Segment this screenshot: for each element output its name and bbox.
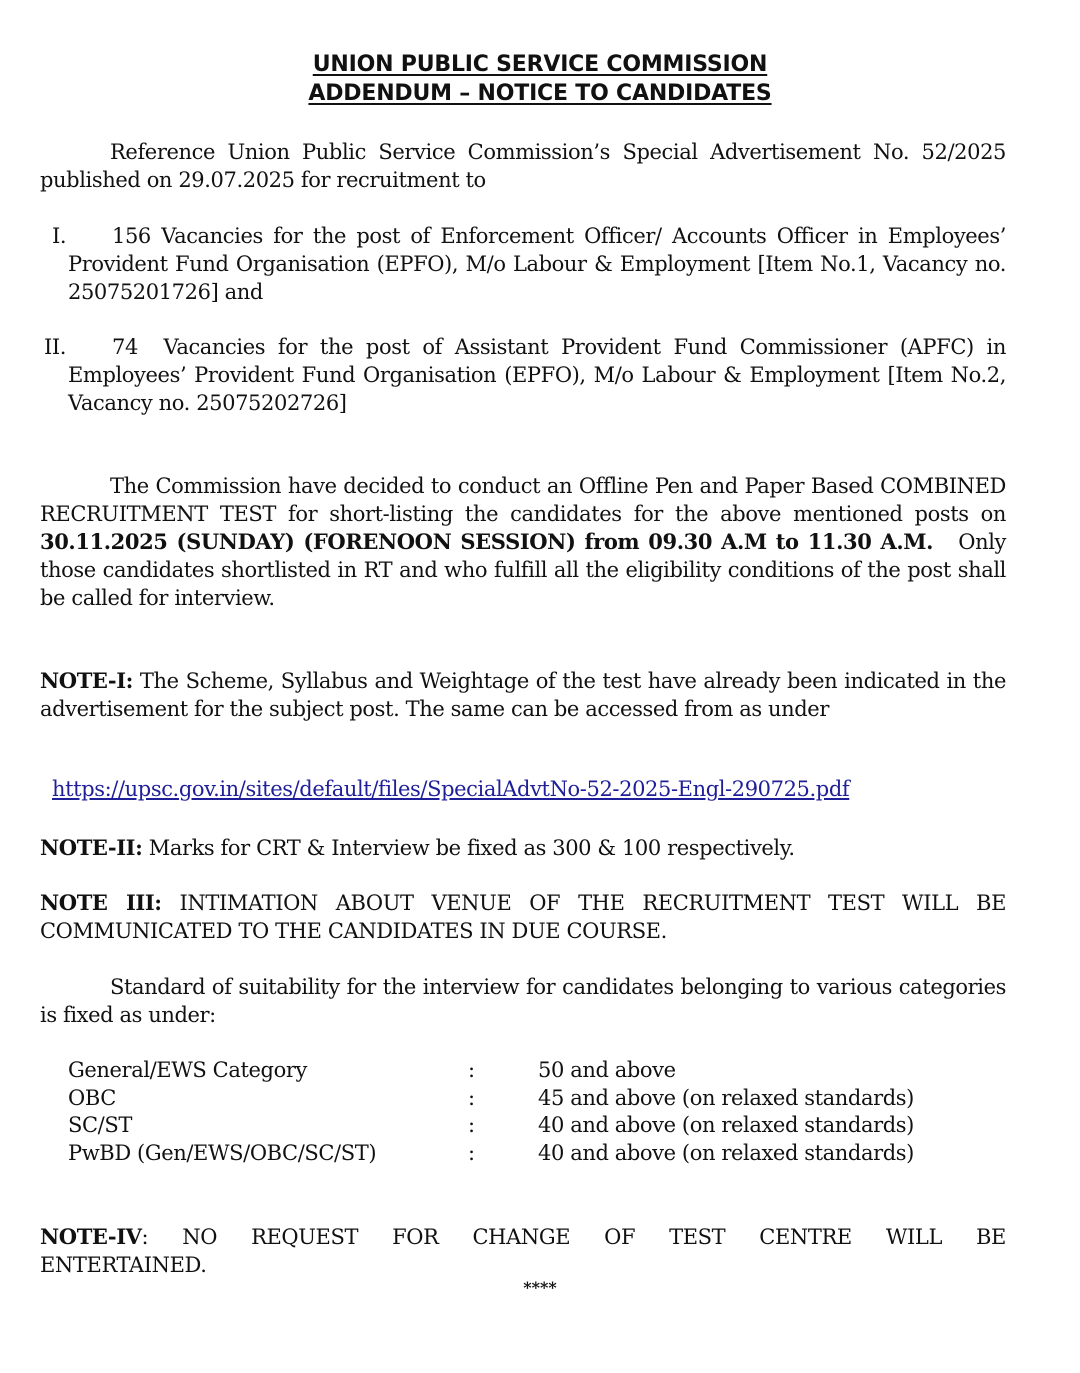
note-2	[40, 834, 1006, 862]
note-1	[40, 667, 1006, 723]
title-line-1: UNION PUBLIC SERVICE COMMISSION	[312, 52, 768, 77]
note-3-label: NOTE III:	[40, 890, 162, 915]
commission-paragraph	[40, 472, 1006, 612]
list-item-count: 74	[112, 335, 138, 359]
category-value: 40 and above (on relaxed standards)	[538, 1141, 914, 1165]
note-4-text: NO REQUEST FOR CHANGE OF TEST CENTRE WILL BE ENTERTAINED.	[40, 1225, 1006, 1277]
list-item	[40, 333, 1006, 417]
category-value: 40 and above (on relaxed standards)	[538, 1113, 914, 1137]
list-item	[40, 222, 1006, 306]
end-marker: ****	[523, 1278, 557, 1297]
note-2-label: NOTE-II:	[40, 835, 143, 860]
commission-text-after: Only those candidates shortlisted in RT and who fulfill all the eligibility conditions of the post shall be called for interview.	[40, 530, 1006, 610]
category-separator: :	[468, 1058, 475, 1082]
standards-intro	[40, 973, 1006, 1029]
list-item-number: I.	[52, 224, 67, 248]
category-name: PwBD (Gen/EWS/OBC/SC/ST)	[68, 1141, 377, 1165]
list-item-count: 156	[112, 224, 151, 248]
note-4-colon: :	[141, 1225, 149, 1249]
category-value: 50 and above	[538, 1058, 676, 1082]
category-separator: :	[468, 1141, 475, 1165]
category-value: 45 and above (on relaxed standards)	[538, 1086, 914, 1110]
note-3-text: INTIMATION ABOUT VENUE OF THE RECRUITMENT TEST WILL BE COMMUNICATED TO THE CANDIDATES IN DUE COURSE.	[40, 891, 1007, 943]
category-name: OBC	[68, 1086, 116, 1110]
category-name: SC/ST	[68, 1113, 132, 1137]
note-1-label: NOTE-I:	[40, 668, 134, 693]
list-item-text: Vacancies for the post of Enforcement Officer/ Accounts Officer in Employees’ Provident Fund Organisation (EPFO), M/o Labour & Employment [Item No.1, Vacancy no. 25075201726] and	[68, 224, 1006, 304]
note-2-text: Marks for CRT & Interview be fixed as 300 & 100 respectively.	[148, 836, 795, 860]
intro-text: Reference Union Public Service Commission’s Special Advertisement No. 52/2025 published on 29.07.2025 for recruitment to	[40, 140, 1006, 192]
list-item-text: Vacancies for the post of Assistant Provident Fund Commissioner (APFC) in Employees’ Provident Fund Organisation (EPFO), M/o Labour & Employment [Item No.2, Vacancy no. 25075202726]	[68, 335, 1006, 415]
note-4-label: NOTE-IV	[40, 1224, 142, 1249]
note-3	[40, 889, 1006, 945]
title-line-2: ADDENDUM – NOTICE TO CANDIDATES	[308, 81, 772, 106]
advertisement-link[interactable]: https://upsc.gov.in/sites/default/files/SpecialAdvtNo-52-2025-Engl-290725.pdf	[52, 777, 850, 801]
category-separator: :	[468, 1113, 475, 1137]
test-schedule: 30.11.2025 (SUNDAY) (FORENOON SESSION) from 09.30 A.M to 11.30 A.M.	[40, 529, 934, 554]
note-1-text: The Scheme, Syllabus and Weightage of the test have already been indicated in the advertisement for the subject post. The same can be accessed from as under	[40, 669, 1006, 721]
list-item-number: II.	[44, 335, 67, 359]
standards-intro-text: Standard of suitability for the interview for candidates belonging to various categories is fixed as under:	[40, 975, 1006, 1027]
category-separator: :	[468, 1086, 475, 1110]
category-name: General/EWS Category	[68, 1058, 307, 1082]
intro-paragraph	[40, 138, 1006, 194]
note-4	[40, 1223, 1006, 1279]
commission-text-before: The Commission have decided to conduct an Offline Pen and Paper Based COMBINED RECRUITMENT TEST for short-listing the candidates for the above mentioned posts on	[40, 474, 1006, 526]
